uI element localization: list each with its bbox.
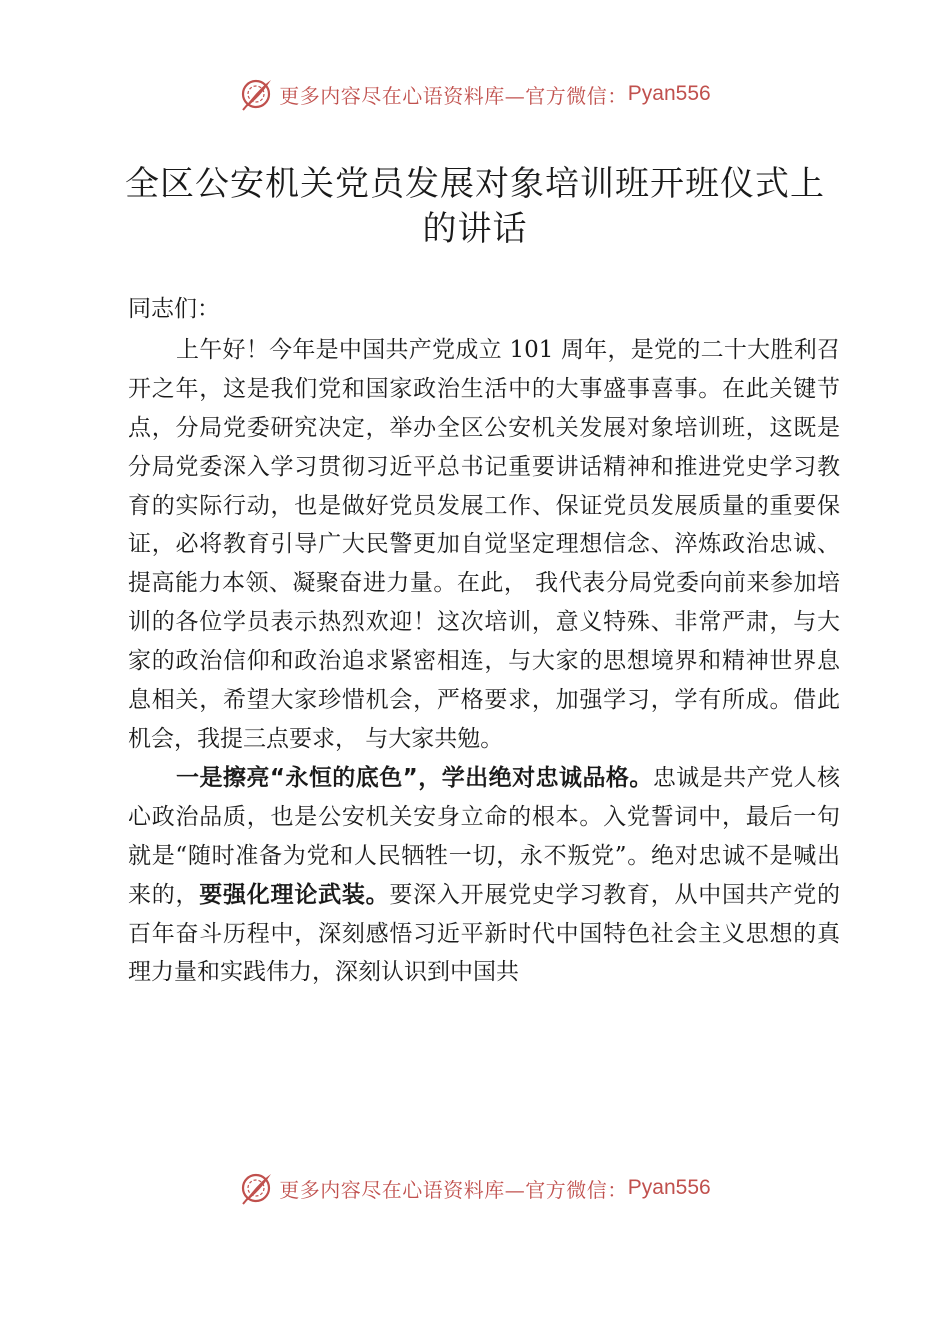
document-title: 全区公安机关党员发展对象培训班开班仪式上的讲话	[125, 164, 825, 249]
banner-text: 更多内容尽在心语资料库—官方微信：	[279, 83, 628, 108]
point-one-bold-subpoint: 要强化理论武装。	[199, 881, 390, 908]
paragraph-point-one	[128, 759, 840, 992]
banner-text: 更多内容尽在心语资料库—官方微信：	[279, 1177, 628, 1202]
document-body	[128, 290, 840, 992]
point-one-text-a: 忠诚是共产党人核心政治品质，也是公安机关安身立命的根本。入党誓词中，最后一句就是“随时准备为党和人民牺牲一切，永不叛党”。绝对忠诚不是喊出来的，	[128, 764, 841, 908]
point-one-heading: 一是擦亮“永恒的底色”，学出绝对忠诚品格。	[176, 764, 653, 791]
greeting: 同志们：	[128, 296, 220, 322]
banner-wechat-handle: Pyan556	[627, 1176, 711, 1199]
point-one-text-c: 要深入开展党史学习教育，从中国共产党的百年奋斗历程中，深刻感悟习近平新时代中国特色社会主义思想的真理力量和实践伟力，深刻认识到中国共	[128, 881, 841, 986]
quill-seal-icon	[239, 77, 273, 111]
footer-watermark-banner	[0, 1168, 950, 1208]
quill-seal-icon	[239, 1171, 273, 1205]
banner-wechat-handle: Pyan556	[627, 82, 711, 105]
paragraph-opening: 上午好！今年是中国共产党成立 101 周年，是党的二十大胜利召开之年，这是我们党和国家政治生活中的大事盛事喜事。在此关键节点，分局党委研究决定，举办全区公安机关发展对象培训班，这既是分局党委深入学习贯彻习近平总书记重要讲话精神和推进党史学习教育的实际行动，也是做好党员发展工作、保证党员发展质量的重要保证，必将教育引导广大民警更加自觉坚定理想信念、淬炼政治忠诚、提高能力本领、凝聚奋进力量。在此， 我代表分局党委向前来参加培训的各位学员表示热烈欢迎！这次培训，意义特殊、非常严肃，与大家的政治信仰和政治追求紧密相连，与大家的思想境界和精神世界息息相关，希望大家珍惜机会，严格要求，加强学习，学有所成。借此机会，我提三点要求， 与大家共勉。	[128, 336, 840, 752]
header-watermark-banner	[0, 74, 950, 114]
